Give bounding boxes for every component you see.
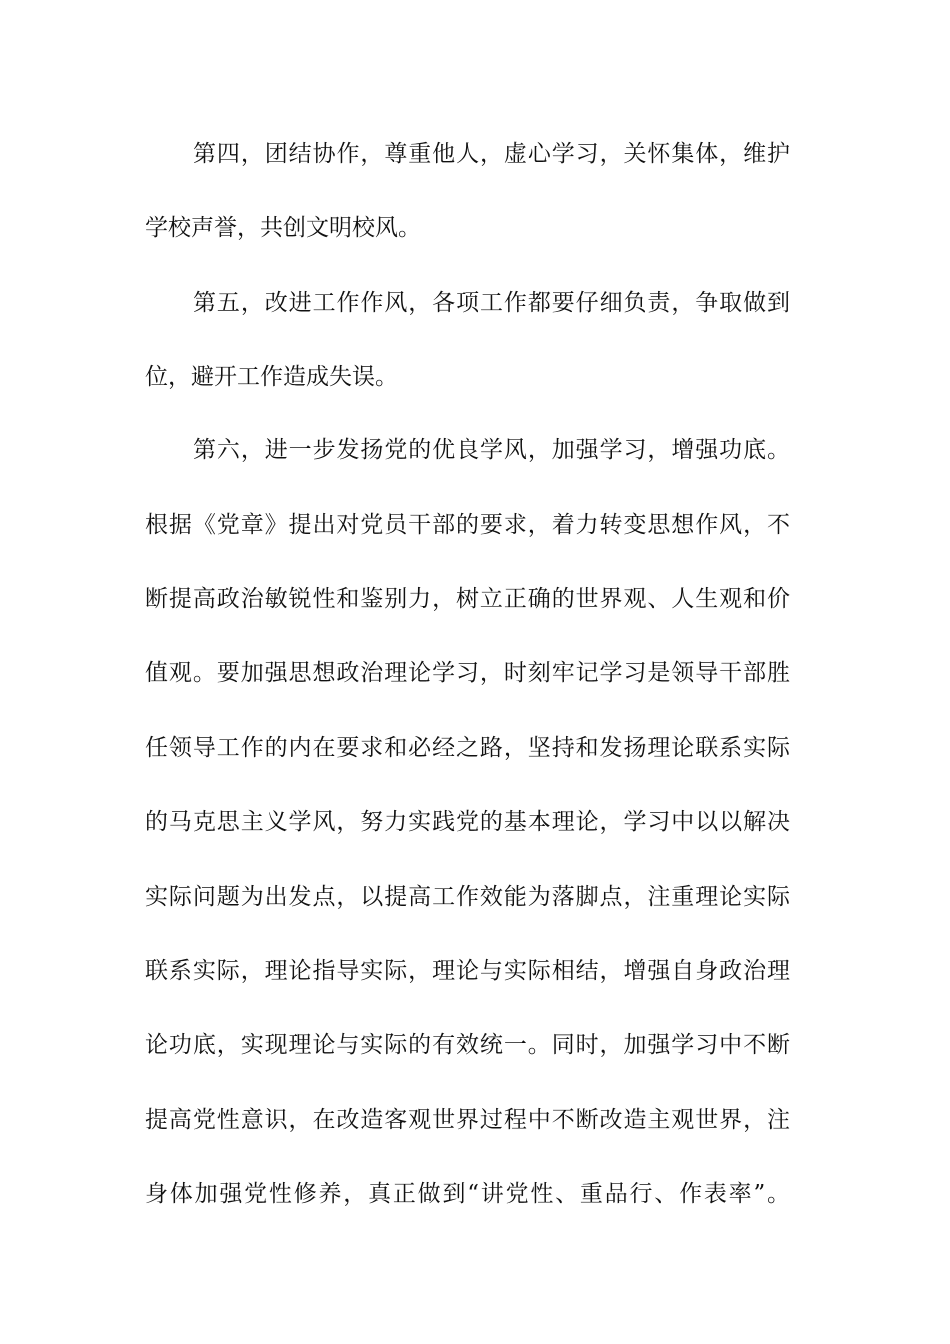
paragraph-6-line-7: 实际问题为出发点，以提高工作效能为落脚点，注重理论实际 (145, 884, 790, 910)
paragraph-6-line-2: 根据《党章》提出对党员干部的要求，着力转变思想作风，不 (145, 512, 790, 538)
paragraph-6-line-8: 联系实际，理论指导实际，理论与实际相结，增强自身政治理 (145, 958, 790, 984)
paragraph-6-line-10: 提高党性意识，在改造客观世界过程中不断改造主观世界，注 (145, 1107, 790, 1133)
paragraph-5-line-1: 第五，改进工作作风，各项工作都要仔细负责，争取做到 (193, 290, 790, 316)
paragraph-4-line-2: 学校声誉，共创文明校风。 (145, 215, 421, 241)
paragraph-6-line-1: 第六，进一步发扬党的优良学风，加强学习，增强功底。 (193, 437, 790, 463)
paragraph-6-line-11: 身体加强党性修养，真正做到“讲党性、重品行、作表率”。 (145, 1181, 790, 1207)
paragraph-6-line-6: 的马克思主义学风，努力实践党的基本理论，学习中以以解决 (145, 809, 790, 835)
paragraph-6-line-3: 断提高政治敏锐性和鉴别力，树立正确的世界观、人生观和价 (145, 586, 790, 612)
paragraph-6-line-9: 论功底，实现理论与实际的有效统一。同时，加强学习中不断 (145, 1032, 790, 1058)
paragraph-4-line-1: 第四，团结协作，尊重他人，虚心学习，关怀集体，维护 (193, 141, 790, 167)
paragraph-6-line-5: 任领导工作的内在要求和必经之路，坚持和发扬理论联系实际 (145, 735, 790, 761)
paragraph-6-line-4: 值观。要加强思想政治理论学习，时刻牢记学习是领导干部胜 (145, 660, 790, 686)
paragraph-5-line-2: 位，避开工作造成失误。 (145, 364, 398, 390)
